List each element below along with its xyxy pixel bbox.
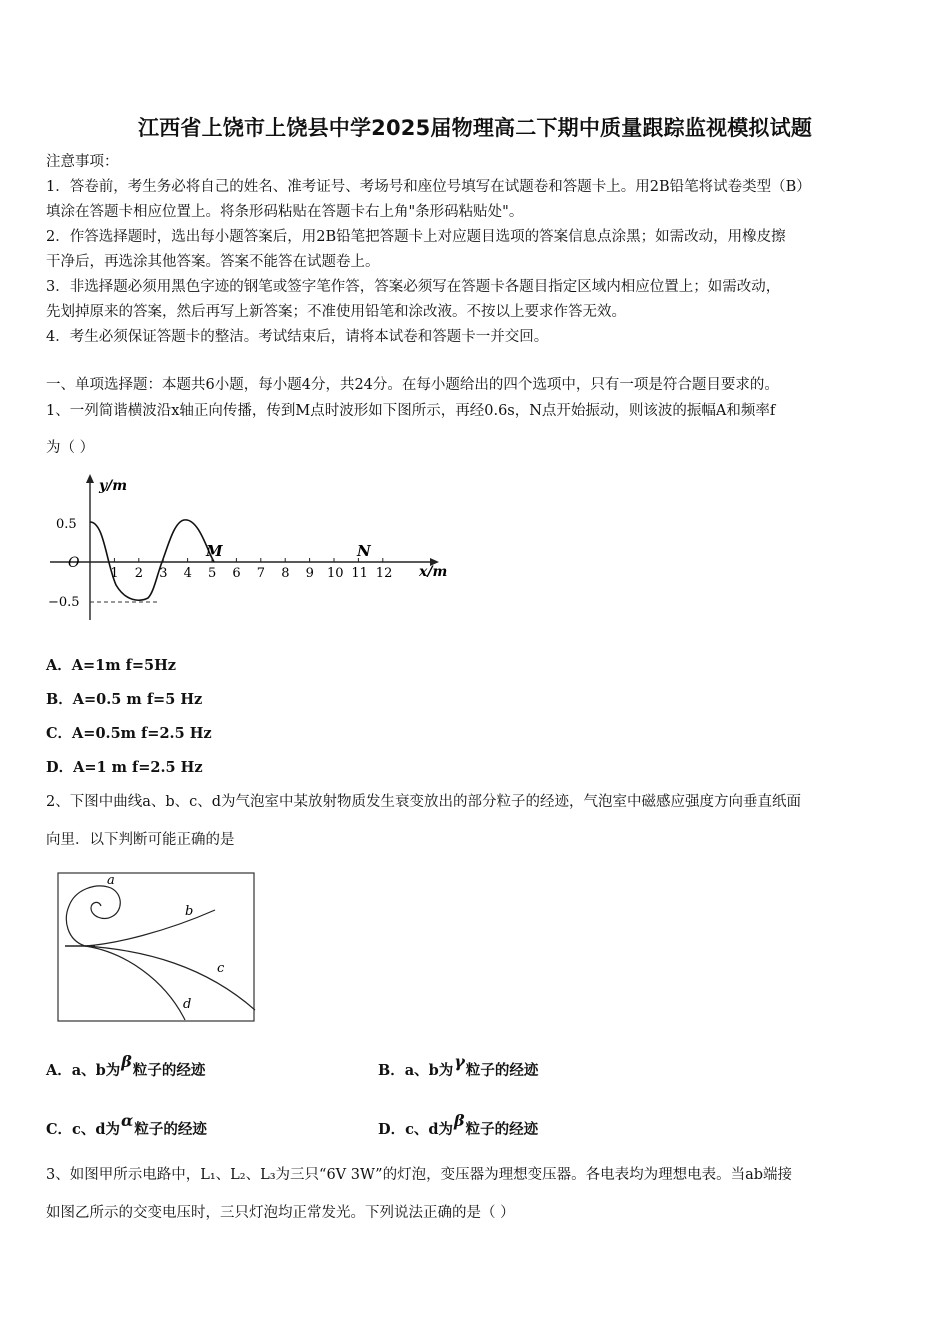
- q2-option-d-prefix: D．c、d为: [378, 1121, 454, 1138]
- notice-line-1: 1．答卷前，考生务必将自己的姓名、准考证号、考场号和座位号填写在试题卷和答题卡上。用2B铅笔将试卷类型（B）: [46, 179, 811, 195]
- point-n-label: N: [357, 542, 371, 560]
- q1-stem-line-1: 1、一列简谐横波沿x轴正向传播，传到M点时波形如下图所示，再经0.6s，N点开始振动，则该波的振幅A和频率f: [46, 403, 776, 419]
- q2-option-d[interactable]: [378, 1111, 539, 1140]
- x-tick-label: 4: [183, 566, 192, 581]
- chamber-frame: [58, 873, 254, 1021]
- track-b-label: b: [185, 904, 194, 919]
- wave-curve: [90, 520, 217, 600]
- notice-line-3: 2．作答选择题时，选出每小题答案后，用2B铅笔把答题卡上对应题目选项的答案信息点涂黑；如需改动，用橡皮擦: [46, 229, 786, 245]
- x-axis-label: x/m: [419, 564, 448, 580]
- notice-heading: 注意事项：: [46, 154, 119, 170]
- x-tick-label: 2: [134, 566, 144, 581]
- q2-option-c[interactable]: [46, 1111, 207, 1140]
- track-a-label: a: [107, 873, 115, 888]
- wave-figure: [44, 470, 464, 625]
- track-b: [85, 910, 215, 946]
- y-tick-negative: −0.5: [48, 595, 80, 610]
- gamma-symbol: γ: [454, 1052, 465, 1071]
- q2-option-b-prefix: B．a、b为: [378, 1062, 454, 1079]
- track-c: [85, 946, 255, 1010]
- bubble-chamber-figure: [55, 870, 260, 1025]
- x-tick-label: 1: [110, 566, 119, 581]
- q1-stem-line-2: 为（ ）: [46, 440, 95, 456]
- notice-line-2: 填涂在答题卡相应位置上。将条形码粘贴在答题卡右上角"条形码粘贴处"。: [46, 204, 524, 220]
- q1-option-b[interactable]: B．A=0.5 m f=5 Hz: [46, 691, 203, 708]
- notice-line-4: 干净后，再选涂其他答案。答案不能答在试题卷上。: [46, 254, 380, 270]
- x-tick-label: 12: [375, 566, 393, 581]
- beta-symbol: β: [454, 1111, 465, 1130]
- section-heading: 一、单项选择题：本题共6小题，每小题4分，共24分。在每小题给出的四个选项中，只有一项是符合题目要求的。: [46, 377, 779, 393]
- q2-stem-line-1: 2、下图中曲线a、b、c、d为气泡室中某放射物质发生衰变放出的部分粒子的经迹，气泡室中磁感应强度方向垂直纸面: [46, 794, 802, 810]
- q2-option-d-suffix: 粒子的经迹: [465, 1121, 539, 1138]
- origin-label: O: [68, 555, 80, 571]
- q1-option-a[interactable]: A．A=1m f=5Hz: [46, 657, 177, 674]
- q3-stem-line-2: 如图乙所示的交变电压时，三只灯泡均正常发光。下列说法正确的是（ ）: [46, 1205, 515, 1221]
- x-tick-label: 9: [305, 566, 314, 581]
- q1-option-d[interactable]: D．A=1 m f=2.5 Hz: [46, 759, 203, 776]
- y-axis-arrow: [86, 474, 94, 483]
- q2-option-b-suffix: 粒子的经迹: [465, 1062, 539, 1079]
- y-tick-positive: 0.5: [56, 517, 77, 532]
- x-tick-label: 10: [327, 566, 344, 581]
- notice-line-5: 3．非选择题必须用黑色字迹的钢笔或签字笔作答，答案必须写在答题卡各题目指定区域内相应位置上；如需改动，: [46, 279, 781, 295]
- q2-option-c-prefix: C．c、d为: [46, 1121, 121, 1138]
- track-d-label: d: [183, 997, 192, 1012]
- track-d: [85, 946, 185, 1020]
- y-axis-label: y/m: [99, 478, 128, 494]
- x-tick-label: 3: [159, 566, 168, 581]
- x-tick-label: 5: [208, 566, 217, 581]
- alpha-symbol: α: [121, 1111, 134, 1130]
- x-tick-label: 7: [256, 566, 266, 581]
- notice-line-6: 先划掉原来的答案，然后再写上新答案；不准使用铅笔和涂改液。不按以上要求作答无效。: [46, 304, 626, 320]
- notice-line-7: 4．考生必须保证答题卡的整洁。考试结束后，请将本试卷和答题卡一并交回。: [46, 329, 549, 345]
- q3-stem-line-1: 3、如图甲所示电路中，L₁、L₂、L₃为三只“6V 3W”的灯泡，变压器为理想变压器。各电表均为理想电表。当ab端接: [46, 1167, 793, 1183]
- page-title: 江西省上饶市上饶县中学2025届物理高二下期中质量跟踪监视模拟试题: [137, 116, 813, 140]
- track-c-label: c: [217, 961, 225, 976]
- point-m-label: M: [206, 542, 223, 560]
- q2-option-a[interactable]: [46, 1052, 206, 1081]
- track-a: [66, 886, 120, 946]
- beta-symbol: β: [121, 1052, 132, 1071]
- q2-option-c-suffix: 粒子的经迹: [134, 1121, 207, 1138]
- q2-option-b[interactable]: [378, 1052, 539, 1081]
- x-tick-label: 8: [281, 566, 290, 581]
- q2-option-a-suffix: 粒子的经迹: [132, 1062, 206, 1079]
- q1-option-c[interactable]: C．A=0.5m f=2.5 Hz: [46, 725, 212, 742]
- x-tick-label: 11: [351, 566, 368, 581]
- x-tick-label: 6: [232, 566, 241, 581]
- q2-stem-line-2: 向里．以下判断可能正确的是: [46, 832, 235, 848]
- q2-option-a-prefix: A．a、b为: [46, 1062, 121, 1079]
